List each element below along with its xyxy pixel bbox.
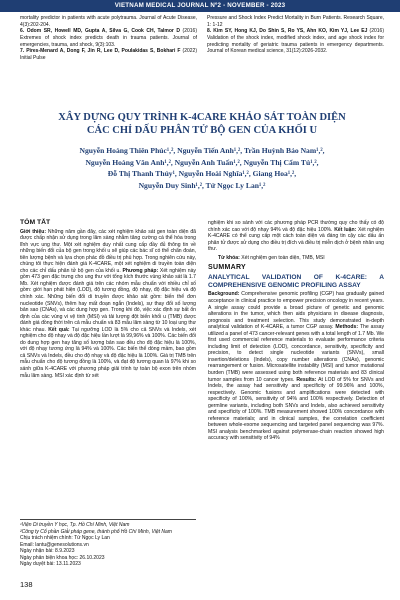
author-line: Nguyễn Duy Sinh¹,², Tứ Ngọc Ly Lan¹,² xyxy=(138,180,266,190)
reference-item: Pressure and Shock Index Predict Mortality in Burn Patients. Research Square, 1: 1-12 xyxy=(207,15,384,28)
received-date: Ngày nhận bài: 8.9.2023 xyxy=(20,548,75,554)
reference-item: mortality predictor in patients with acute polytrauma. Journal of Acute Disease, 4(3):202-204. xyxy=(20,15,197,28)
abstract-continued: nghiệm khi so sánh với các phương pháp PCR thường quy cho thấy có độ chính xác cao với độ nhạy 94% và độ đặc hiệu 100%. Kết luận: Xét nghiệm K-4CARE có thể cung cấp một cách toàn diện và đáng tin cậy các dấu ấn phân tử được sử dụng cho điều trị đích và điều trị miễn dịch ở bệnh nhân ung thư. xyxy=(208,220,385,253)
reference-item: 6. Odom SR, Howell MD, Gupta A, Silva G, Cook CH, Talmor D (2016) Extremes of shock index predicts death in trauma patients. Journal of emergencies, trauma, and shock, 9(3):103. xyxy=(20,28,197,48)
article-title xyxy=(20,111,384,137)
references-block xyxy=(20,15,384,62)
title-line: XÂY DỰNG QUY TRÌNH K-4CARE KHẢO SÁT TOÀN DIỆN xyxy=(58,112,346,123)
vietnamese-abstract xyxy=(20,220,196,379)
summary-heading: SUMMARY xyxy=(208,264,247,272)
keywords: Từ khóa: Xét nghiệm gen toàn diện, TMB, MSI xyxy=(218,254,325,261)
title-line: CÁC CHỈ DẤU PHÂN TỬ BỘ GEN CỦA KHỐI U xyxy=(86,125,318,136)
corresponding-author: Chịu trách nhiệm chính: Tứ Ngọc Ly Lan xyxy=(20,535,110,541)
email-text: Email: lantu@genesolutions.vn xyxy=(20,541,89,548)
abstract-paragraph: Giới thiệu: Những năm gần đây, các xét nghiệm khảo sát gen toàn diện đã được chấp nhận sử dụng trong lâm sàng nhằm tăng cường cá thể hóa trong lĩnh vực ung thư. Một xét nghiệm duy nhất cung cấp đầy đủ thông tin về những biến đổi của bộ gen trong khối u sẽ giúp các bác sĩ có thể chẩn đoán, tiên lượng bệnh và lựa chọn phác đồ điều trị phù hợp. Trong nghiên cứu này, chúng tôi thực hiện đánh giá K-4CARE, một xét nghiệm di truyền toàn diện cho các chỉ dấu phân tử bộ gen của khối u. Phương pháp: Xét nghiệm này gồm 473 gen đặc trưng cho ung thư với tổng kích thước vùng khảo sát là 1.7 Mb. Xét nghiệm được đánh giá trên các nhóm mẫu chuẩn với nhiều chỉ số gồm: giới hạn phát hiện (LOD), độ tương đồng, độ nhạy, độ đặc hiệu và độ chính xác. Những biến đổi di truyền được khảo sát gồm: biến thể đơn nucleotide (SNVs), thêm hay mất đoạn ngắn (Indels), sự thay đổi số lượng bản sao (CNAs), và các dung hợp gen. Trong khi đó, việc xác định sự bất ổn định của các vùng vi vệ tinh (MSI) và tải lượng đột biến khối u (TMB) được đánh giá đồng thời trên cả mẫu chuẩn và 83 mẫu lâm sàng từ 10 loại ung thư khác nhau. Kết quả: Tại ngưỡng LOD là 5% cho cả SNVs và Indels, xét nghiệm cho độ nhạy và độ đặc hiệu lần lượt là 99,96% và 100%. Các biến đổi do dung hợp gen hay tăng số lượng bản sao đều cho độ đặc hiệu là 100%, với độ nhạy tương ứng là 94% và 100%. Các biến thể dòng mầm, bao gồm cả SNVs và Indels, đều cho độ nhạy và độ đặc hiệu là 100%. Giá trị TMB trên mẫu chuẩn cho độ tương đồng là 100%, và đạt độ tương quan là 97% khi so sánh giữa K-4CARE với phương pháp giải trình tự toàn bộ exon trên nhóm mẫu lâm sàng. MSI xác định từ xét xyxy=(20,228,197,379)
abstract-heading: TÓM TẮT xyxy=(20,219,51,226)
reference-item: 8. Kim SY, Hong KJ, Do Shin S, Ro YS, Ahn KO, Kim YJ, Lee EJ (2016) Validation of the shock index, modified shock index, and age shock index for predicting mortality of geriatric trauma patients in emergency departments. Journal of Korean medical science, 31(12):2026-2032. xyxy=(207,28,384,55)
references-right-column xyxy=(207,15,384,62)
reference-item: 7. Pires-Menard A, Dong F, Jin R, Lee D, Poulakidas S, Bokhari F (2022) Initial Pulse xyxy=(20,48,197,61)
page-number: 138 xyxy=(20,580,33,589)
affiliation: ¹Viện Di truyền Y học, Tp. Hồ Chí Minh, Việt Nam xyxy=(20,522,130,528)
summary-paragraph: Background: Comprehensive genomic profiling (CGP) has gradually gained acceptance in clinical practice to empower precision oncology in recent years. A single assay could provide a broad picture of genetic and genomic alterations in the tumor, which then aids physicians in disease diagnosis, prognosis and treatment selection. This study demonstrated in-depth analytical validation of K-4CARE, a tumor CGP assay. Methods: The assay utilized a panel of 473 cancer-relevant genes with a total length of 1.7 Mb. We first used commercial reference materials to evaluate performance criteria including limit of detection (LOD), concordance, sensitivity, specificity and precision, to detect single nucleotide variants (SNVs), small insertion/deletions (Indels), copy number alterations (CNAs), genomic rearrangement or fusion. Microsatellite instability (MSI) and tumor mutational burden (TMB) were assessed using both reference materials and 83 clinical tumor samples from 10 cancer types. Results: At LOD of 5% for SNVs and Indels, the assay had sensitivity and specificity of 99.96% and 100%, respectively. Genomic fusions and amplifications were detected with specificity of 100%, sensitivity of 94% and 100% respectively. Detection of germline variants, including both SNVs and Indels, also achieved sensitivity and specificity of 100%. TMB measurement showed 100% concordance with reference materials; and in clinical samples, the correlation coefficient between whole-exome sequencing and targeted panel sequencing was 97%. MSI analysis benchmarked against polymerase-chain reaction showed high accuracy with sensitivity of 94% xyxy=(208,291,384,442)
journal-header: VIETNAM MEDICAL JOURNAL Nº2 - NOVEMBER - 2023 xyxy=(0,0,400,12)
review-date: Ngày phản biện khoa học: 26.10.2023 xyxy=(20,554,105,561)
author-line: Nguyễn Hoàng Vân Anh¹,², Nguyễn Anh Tuấn¹,², Nguyễn Thị Cẩm Tú¹,², xyxy=(85,157,319,167)
affiliation: ²Công ty Cổ phần Giải pháp gene, thành phố Hồ Chí Minh, Việt Nam xyxy=(20,528,172,535)
footnotes xyxy=(20,519,196,568)
english-title: ANALYTICAL VALIDATION OF K-4CARE: A COMPREHENSIVE GENOMIC PROFILING ASSAY xyxy=(208,273,384,289)
author-line: Đỗ Thị Thanh Thủy¹, Nguyễn Hoài Nghĩa¹,², Giang Hoa¹,², xyxy=(107,169,297,179)
right-column xyxy=(208,220,384,442)
author-line: Nguyễn Hoàng Thiên Phúc¹,², Nguyễn Tiến Anh¹,², Trần Huỳnh Bảo Nam¹,², xyxy=(79,146,325,155)
accepted-date: Ngày duyệt bài: 13.11.2023 xyxy=(20,561,81,567)
author-list xyxy=(45,145,359,191)
references-left-column xyxy=(20,15,197,62)
